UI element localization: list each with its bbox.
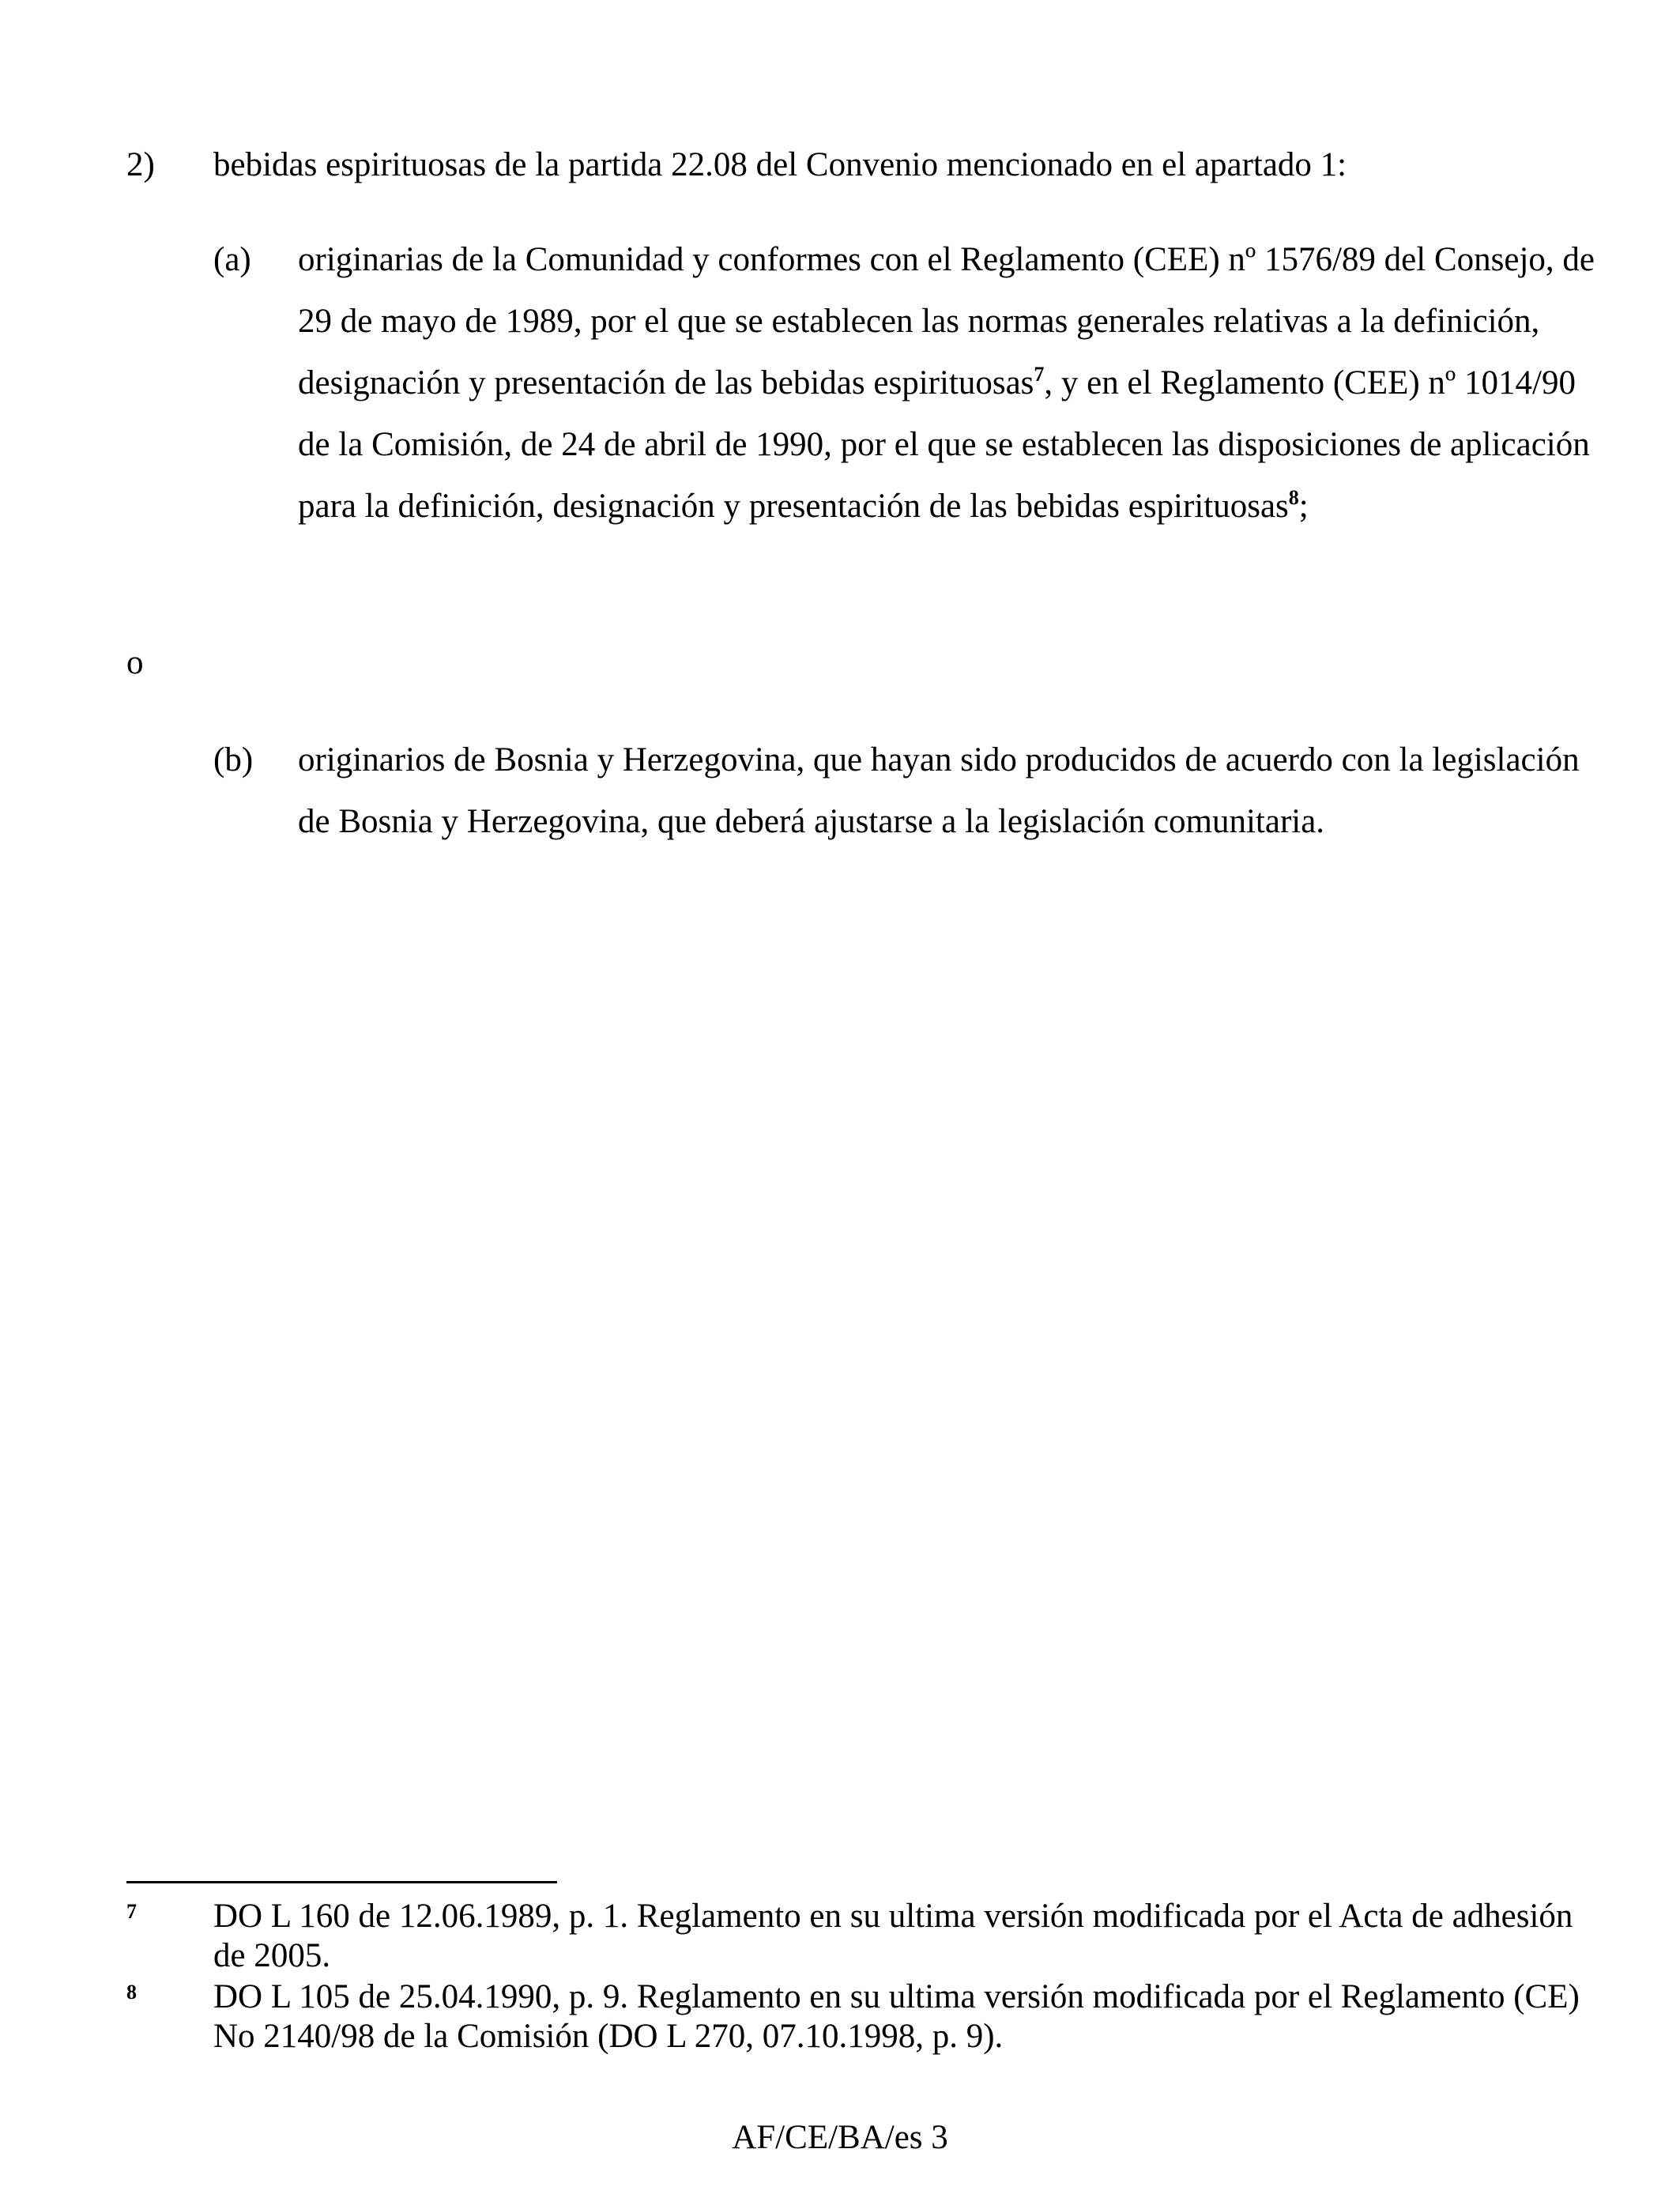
- footnote-separator: [126, 1881, 557, 1883]
- footnote-8-number: 8: [126, 1981, 137, 2004]
- item-number: 2): [126, 146, 155, 183]
- footnote-ref-7: 7: [1034, 363, 1045, 386]
- page-footer: AF/CE/BA/es 3: [732, 2119, 948, 2156]
- conjunction-or: o: [126, 644, 144, 681]
- sub-item-a-text: [298, 229, 1602, 537]
- sub-item-a-label: (a): [213, 241, 251, 278]
- item-text: bebidas espirituosas de la partida 22.08 del Convenio mencionado en el apartado 1:: [213, 146, 1347, 183]
- sub-item-a-text-part2: , y en el Reglamento (CEE) nº 1014/90 de la Comisión, de 24 de abril de 1990, por el que se establecen las disposiciones de aplicación para la definición, designación y presentación de las bebidas espirituosas: [298, 364, 1590, 525]
- sub-item-b-label: (b): [213, 741, 254, 778]
- sub-item-b-text: originarios de Bosnia y Herzegovina, que hayan sido producidos de acuerdo con la legislación de Bosnia y Herzegovina, que deberá ajustarse a la legislación comunitaria.: [298, 741, 1580, 840]
- sub-item-a-text-part3: ;: [1298, 488, 1309, 525]
- footnote-8-text: DO L 105 de 25.04.1990, p. 9. Reglamento en su ultima versión modificada por el Reglamento (CE) No 2140/98 de la Comisión (DO L 270, 07.10.1998, p. 9).: [213, 1978, 1580, 2055]
- sub-item-a-text-part1: originarias de la Comunidad y conformes con el Reglamento (CEE) nº 1576/89 del Consejo, de 29 de mayo de 1989, por el que se establecen las normas generales relativas a la definición, designación y presentación de las bebidas espirituosas: [298, 241, 1595, 401]
- footnote-ref-8: 8: [1288, 486, 1299, 509]
- footnote-7-number: 7: [126, 1900, 137, 1923]
- footnote-7-text: DO L 160 de 12.06.1989, p. 1. Reglamento en su ultima versión modificada por el Acta de adhesión de 2005.: [213, 1898, 1573, 1974]
